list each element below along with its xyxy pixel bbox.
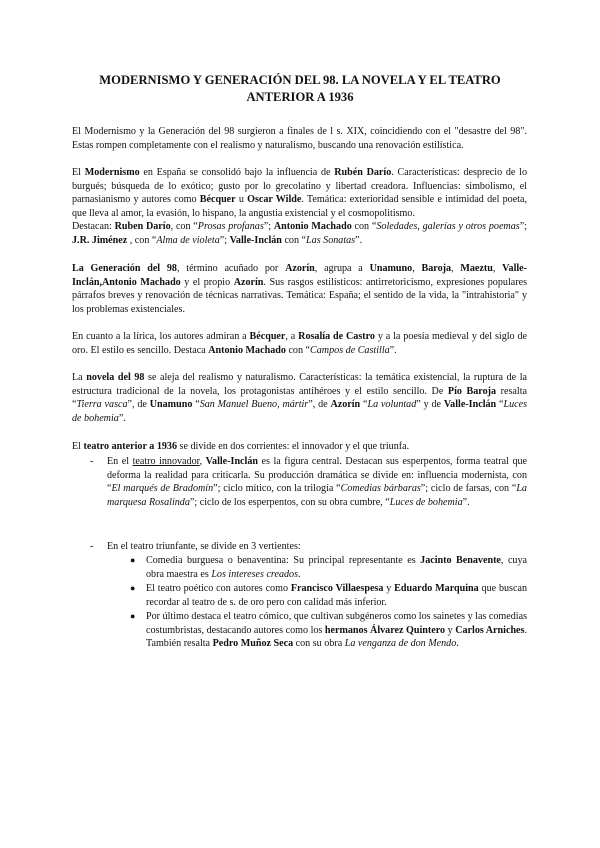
author-name: Baroja [421,263,452,274]
author-name: Valle-Inclán,Antonio Machado [72,263,528,288]
bullet-marker: ● [130,583,136,593]
author-name: Antonio Machado [208,344,286,356]
text-run: es la figura central. Destacan sus esperpentos, forma teatral que deforma la realidad para criticarla. Su producción dramática se divide en: influencia modernista, con “ [107,456,528,495]
work-title: Las Sonatas [306,234,356,246]
text-run: , cuya obra maestra es [146,555,527,580]
term-generacion-98: La Generación del 98 [72,263,177,274]
text-run: ”, de [127,399,150,411]
text-run: Comedia burguesa o benaventina: Su principal representante es [146,555,421,566]
text-run: y a la poesía medieval y del siglo de oro. El estilo es sencillo. Destaca [72,331,527,356]
novela-paragraph [72,371,527,425]
generacion-98-paragraph [72,262,527,316]
author-name: Valle-Inclán [229,234,282,246]
work-title: Luces de bohemia [389,496,463,508]
text-run: , término acuñado por [176,263,286,274]
work-title: Comedias bárbaras [340,483,421,495]
novela-text [72,371,527,425]
teatro-paragraph [72,440,527,454]
author-name: Carlos Arniches [455,624,525,636]
text-run: , [199,456,206,467]
text-run: . [456,638,459,650]
term-novela-98: novela del 98 [86,372,145,383]
term-teatro-innovador: teatro innovador [132,456,200,467]
author-name: J.R. Jiménez [72,234,128,246]
text-run: , [492,263,503,274]
text-run: . Temática: exterioridad sensible e intimidad del poeta, que lleva al amor, la evasión, lo hispano, la angustia existencial y el cosmopolitismo. [72,194,527,219]
text-run: ”. [118,412,126,424]
text-run: , a [285,331,299,342]
author-name: Unamuno [149,399,193,411]
author-name: Francisco Villaespesa [290,583,384,594]
lirica-text [72,330,527,357]
intro-paragraph [72,125,527,152]
text-run: La [72,372,87,383]
text-run: El [72,167,85,178]
work-title: El marqués de Bradomín [111,483,214,495]
text-run: , [412,263,422,274]
text-run: Destacan: [72,221,115,233]
work-title: Los intereses creados [211,568,299,580]
bullet-marker: ● [130,555,136,565]
text-run: En el teatro triunfante, se divide en 3 vertientes: [107,541,301,552]
text-run: con su obra [293,638,345,650]
text-run: ” y de [416,399,444,411]
text-run: El [72,441,84,452]
text-run: ”. [355,234,363,246]
work-title: La voluntad [367,399,417,411]
text-run: y [383,583,395,594]
text-run: . [298,568,301,580]
text-run: con “ [285,344,311,356]
text-run: , agrupa a [314,263,370,274]
text-run: ”. [462,496,470,508]
text-run: , [451,263,461,274]
author-name: Bécquer [249,331,286,342]
list-item-teatro-poetico [130,582,527,609]
title-line-1: MODERNISMO Y GENERACIÓN DEL 98. LA NOVELA Y EL TEATRO [99,73,501,87]
teatro-text [72,440,527,454]
work-title: Prosas profanas [197,221,264,233]
author-name: Unamuno [369,263,413,274]
generacion-98-text [72,262,527,316]
work-title: Tierra vasca [76,399,128,411]
modernismo-text [72,166,527,220]
author-name: Azorín [233,276,264,288]
text-run: ”; ciclo mítico, con la trilogía “ [213,483,341,495]
text-run: con “ [281,234,307,246]
author-name: Antonio Machado [273,221,352,233]
text-run: ”; ciclo de farsas, con “ [420,483,517,495]
author-name: Ruben Darío [114,221,171,233]
author-name: hermanos Álvarez Quintero [324,624,446,636]
author-name: Azorín [330,399,361,411]
author-name: Oscar Wilde [247,194,302,206]
work-title: Soledades, galerías y otros poemas [376,221,520,233]
modernismo-destacan [72,220,527,247]
work-title: Alma de violeta [156,234,220,246]
text-run: , con “ [170,221,198,233]
text-run: . Características: desprecio de lo burgués; búsqueda de lo exótico; gusto por lo grecolatino y libertad creadora. Influencias: simbolismo, el parnasianismo y autores como [72,167,528,206]
lirica-paragraph [72,330,527,357]
work-title: La venganza de don Mendo [344,638,457,650]
dash-marker: - [90,456,94,467]
text-run: En el [107,456,133,467]
text-run: que buscan recordar al teatro de s. de oro pero con calidad más inferior. [146,583,527,608]
text-run: En cuanto a la lírica, los autores admiran a [72,331,250,342]
text-run: “ [360,399,368,411]
author-name: Pío Baroja [447,385,497,397]
text-run: se divide en dos corrientes: el innovador y el que triunfa. [177,441,410,452]
text-run: , con “ [127,234,157,246]
title-line-2: ANTERIOR A 1936 [246,90,354,104]
author-name: Rosalía de Castro [298,331,375,342]
work-title: La marquesa Rosalinda [107,483,527,508]
text-run: ”, de [308,399,331,411]
text-run: ”. [389,344,397,356]
author-name: Eduardo Marquina [394,583,479,594]
work-title: Campos de Castilla [310,344,390,356]
text-run: se aleja del realismo y naturalismo. Características: la temática existencial, la ruptura de la estructura tradicional de la novela, los protagonistas antihéroes y el estilo sencillo. De [72,372,527,397]
text-run: El teatro poético con autores como [146,583,291,594]
text-run: . También resalta [146,624,527,650]
list-item-teatro-comico [130,610,527,651]
author-name: Bécquer [199,194,236,206]
text-run: y [445,624,456,636]
author-name: Maeztu [460,263,493,274]
work-title: San Manuel Bueno, mártir [199,399,309,411]
bullet-marker: ● [130,611,136,621]
text-run: “ [496,399,504,411]
author-name: Azorín [285,263,315,274]
intro-text: El Modernismo y la Generación del 98 surgieron a finales de l s. XIX, coincidiendo con el "desastre del 98". Estas rompen completamente con el realismo y naturalismo, buscando una renovación estilística. [72,126,527,151]
text-run: en España se consolidó bajo la influencia de [139,167,335,178]
text-run: . Sus rasgos estilísticos: antirretoricismo, expresiones populares párrafos breves y renovación de técnicas narrativas. Temática: España; el sentido de la vida, la "intrahistoria" y los problemas existenciales. [72,276,527,315]
page-title [60,72,540,106]
list-item-teatro-triunfante [90,540,527,554]
work-title: Luces de bohemia [72,399,528,424]
list-item-comedia-burguesa [130,554,527,581]
text-run: ”; [219,234,230,246]
text-run: resalta “ [72,385,527,411]
author-name: Pedro Muñoz Seca [212,638,294,650]
author-name: Rubén Darío [334,167,392,178]
text-run: ”; ciclo de los esperpentos, con su obra cumbre, “ [189,496,390,508]
list-item-teatro-innovador [90,455,528,509]
modernismo-paragraph [72,166,527,248]
text-run: ”; [519,221,527,233]
text-run: y el propio [180,276,234,288]
text-run: u [235,194,248,206]
text-run: Por último destaca el teatro cómico, que cultivan subgéneros como los sainetes y las comedias costumbristas, destacando autores como los [146,611,527,636]
dash-marker: - [90,541,94,552]
text-run: ”; [263,221,274,233]
author-name: Valle-Inclán [443,399,497,411]
term-teatro-1936: teatro anterior a 1936 [83,441,178,452]
term-modernismo: Modernismo [84,167,140,178]
author-name: Valle-Inclán [205,456,259,467]
author-name: Jacinto Benavente [420,555,501,566]
text-run: con “ [351,221,377,233]
text-run: “ [192,399,200,411]
